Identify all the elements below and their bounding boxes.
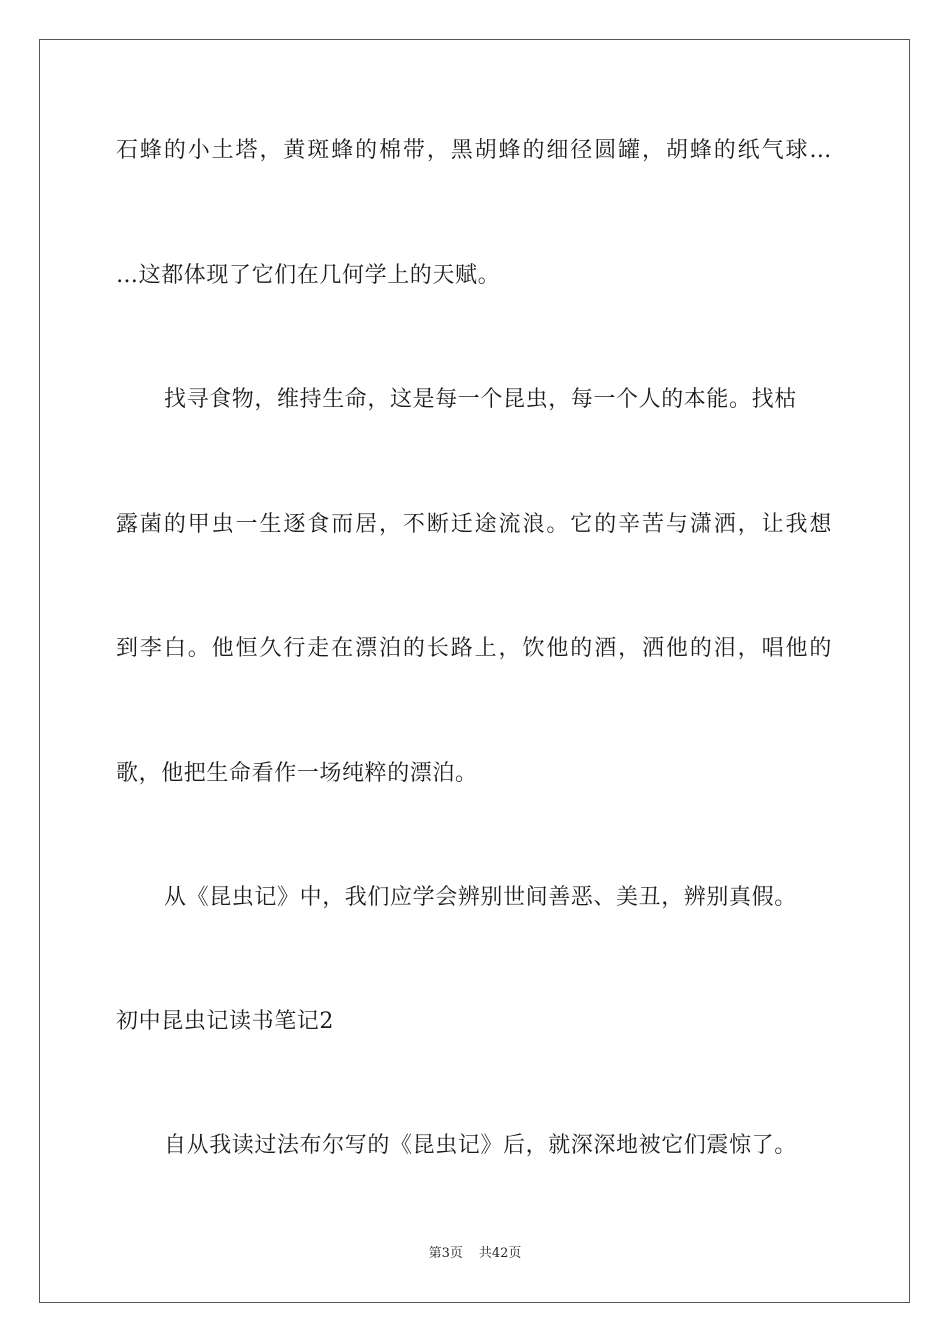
paragraph-start-line: 从《昆虫记》中，我们应学会辨别世间善恶、美丑，辨别真假。 [164, 885, 797, 910]
body-text-line: …这都体现了它们在几何学上的天赋。 [116, 263, 501, 288]
paragraph-start-line: 找寻食物，维持生命，这是每一个昆虫，每一个人的本能。找枯 [164, 387, 797, 412]
body-text-line: 歌，他把生命看作一场纯粹的漂泊。 [116, 761, 478, 786]
body-text-line: 石蜂的小土塔，黄斑蜂的棉带，黑胡蜂的细径圆罐，胡蜂的纸气球… [116, 138, 832, 163]
paragraph-start-line: 自从我读过法布尔写的《昆虫记》后，就深深地被它们震惊了。 [164, 1133, 797, 1158]
body-text-line: 露菌的甲虫一生逐食而居，不断迁途流浪。它的辛苦与潇洒，让我想 [116, 512, 832, 537]
page-footer [0, 1245, 950, 1263]
page-total: 共42页 [478, 1246, 522, 1261]
page-number: 第3页 [428, 1246, 463, 1261]
section-heading: 初中昆虫记读书笔记2 [116, 1009, 334, 1034]
body-text-line: 到李白。他恒久行走在漂泊的长路上，饮他的酒，洒他的泪，唱他的 [116, 636, 832, 661]
page-border [39, 39, 910, 1303]
